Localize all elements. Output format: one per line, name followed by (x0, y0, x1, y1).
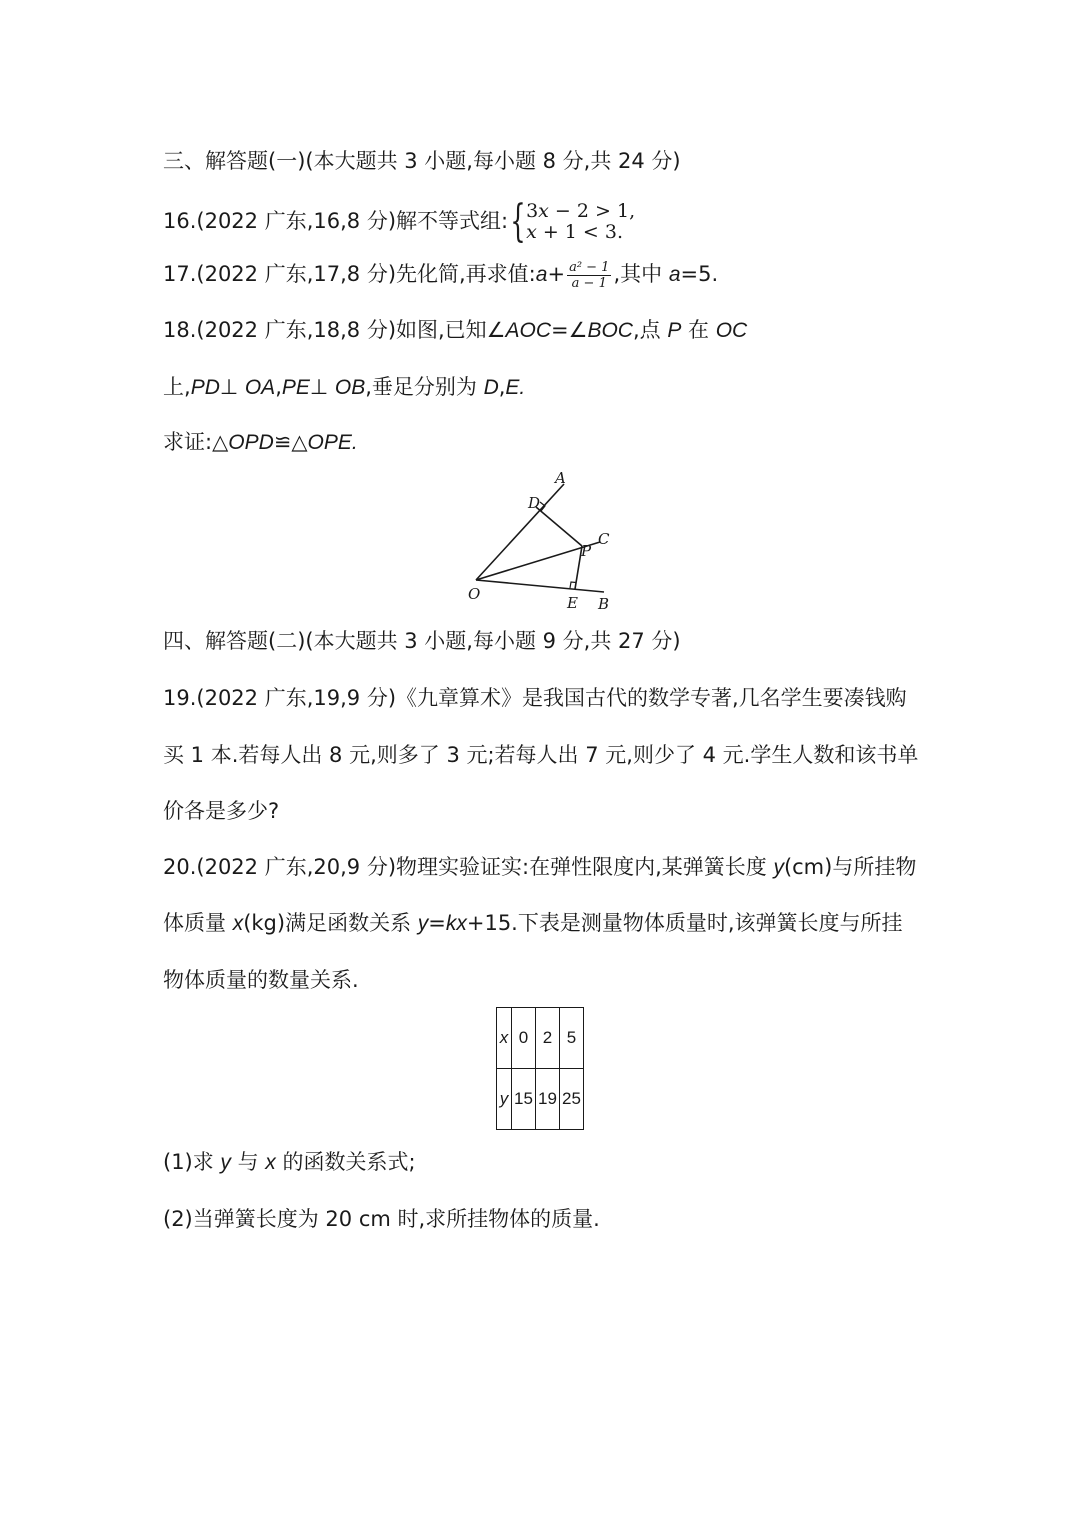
q18-seg-pe: PE (281, 376, 310, 399)
q18-angle-aoc: AOC (505, 319, 552, 342)
label-p: P (581, 542, 592, 560)
table-header-x: x (497, 1008, 512, 1069)
q18-text: 18.(2022 广东,18,8 分)如图,已知∠ (163, 318, 506, 342)
q17-denominator: a − 1 (571, 275, 607, 291)
question-18-line-3 (163, 427, 358, 458)
label-e: E (567, 594, 578, 612)
q18-text: ≌△ (273, 430, 308, 454)
q20-var-y: y (220, 1151, 231, 1174)
q18-point-e: E. (505, 376, 526, 399)
q17-plus: + (547, 262, 566, 286)
q16-inequality-system (526, 201, 635, 243)
label-c: C (598, 530, 610, 548)
q18-text: 求证:△ (163, 430, 229, 454)
q18-text: =∠ (551, 318, 588, 342)
q20-var-y: y (417, 912, 429, 935)
label-a: A (555, 469, 566, 487)
q18-ray-oc: OC (715, 319, 748, 342)
question-19-line-3: 价各是多少? (163, 799, 280, 823)
q20-text: 20.(2022 广东,20,9 分)物理实验证实:在弹性限度内,某弹簧长度 (163, 855, 774, 879)
q18-point-p: P (667, 319, 682, 342)
table-cell: 5 (560, 1008, 584, 1069)
q20-text: 与 (230, 1150, 266, 1174)
table-cell: 25 (560, 1069, 584, 1130)
q17-fraction (567, 260, 611, 291)
question-20-line-3: 物体质量的数量关系. (163, 968, 359, 992)
q18-point-d: D (483, 376, 499, 399)
q16-brace: { (510, 196, 526, 247)
label-d: D (528, 494, 541, 512)
question-18-line-1 (163, 315, 747, 346)
q20-text: = (428, 911, 446, 935)
q18-ray-ob: OB (334, 376, 366, 399)
question-19-line-2: 买 1 本.若每人出 8 元,则多了 3 元;若每人出 7 元,则少了 4 元.学生人数和该书单 (163, 743, 919, 767)
table-header-y: y (497, 1069, 512, 1130)
q20-text: (cm)与所挂物 (783, 855, 917, 879)
q17-cond-var: a (668, 263, 681, 286)
q18-tri-opd: OPD (228, 431, 274, 454)
q20-var-y: y (773, 856, 784, 879)
q18-text: 在 (681, 318, 716, 342)
q18-text: , (275, 375, 282, 399)
table-row-y (497, 1069, 584, 1130)
question-20-part-2: (2)当弹簧长度为 20 cm 时,求所挂物体的质量. (163, 1207, 600, 1231)
q20-text: (1)求 (163, 1150, 221, 1174)
q18-text: ,垂足分别为 (365, 375, 484, 399)
question-20-line-2 (163, 908, 903, 939)
q17-prefix: 17.(2022 广东,17,8 分)先化简,再求值: (163, 262, 536, 286)
q20-var-x: x (232, 912, 244, 935)
question-18-line-2 (163, 372, 525, 403)
table-cell: 15 (512, 1069, 536, 1130)
q18-tri-ope: OPE. (307, 431, 358, 454)
ray-oa (476, 484, 564, 580)
question-20-part-1 (163, 1147, 416, 1178)
q18-text: ⊥ (309, 375, 335, 399)
table-cell: 0 (512, 1008, 536, 1069)
section-3-title: 三、解答题(一)(本大题共 3 小题,每小题 8 分,共 24 分) (163, 149, 681, 173)
q17-mid: ,其中 (613, 262, 669, 286)
q18-text: ⊥ (219, 375, 245, 399)
q20-text: 的函数关系式; (275, 1150, 416, 1174)
q20-var-x: x (265, 1151, 276, 1174)
question-17 (163, 259, 718, 291)
segment-pd (536, 507, 582, 546)
table-cell: 19 (536, 1069, 560, 1130)
q17-var-a: a (535, 263, 548, 286)
label-b: B (598, 595, 610, 613)
question-20-line-1 (163, 852, 916, 883)
q20-data-table (496, 1007, 584, 1130)
q16-inequality-1: 3𝑥 − 2 > 1, (526, 200, 636, 222)
q18-angle-boc: BOC (587, 319, 633, 342)
q18-seg-pd: PD (190, 376, 220, 399)
q16-prefix: 16.(2022 广东,16,8 分)解不等式组: (163, 209, 509, 233)
q17-numerator: a² − 1 (569, 259, 610, 275)
q18-text: ,点 (632, 318, 668, 342)
q18-geometry-figure (440, 462, 640, 622)
q18-text: 上, (163, 375, 191, 399)
q20-text: (kg)满足函数关系 (243, 911, 418, 935)
table-cell: 2 (536, 1008, 560, 1069)
q16-inequality-2: 𝑥 + 1 < 3. (526, 221, 624, 243)
q18-text: , (498, 375, 506, 399)
table-row-x (497, 1008, 584, 1069)
section-4-title: 四、解答题(二)(本大题共 3 小题,每小题 9 分,共 27 分) (163, 629, 681, 653)
q18-ray-oa: OA (244, 376, 276, 399)
question-19-line-1: 19.(2022 广东,19,9 分)《九章算术》是我国古代的数学专著,几名学生要凑钱购 (163, 686, 907, 710)
q20-term-kx: kx (445, 912, 467, 935)
q20-text: 体质量 (163, 911, 233, 935)
q17-cond-val: =5. (680, 262, 719, 286)
ray-ob (476, 580, 604, 592)
label-o: O (468, 585, 481, 603)
q20-text: +15.下表是测量物体质量时,该弹簧长度与所挂 (466, 911, 903, 935)
question-16 (163, 196, 636, 247)
